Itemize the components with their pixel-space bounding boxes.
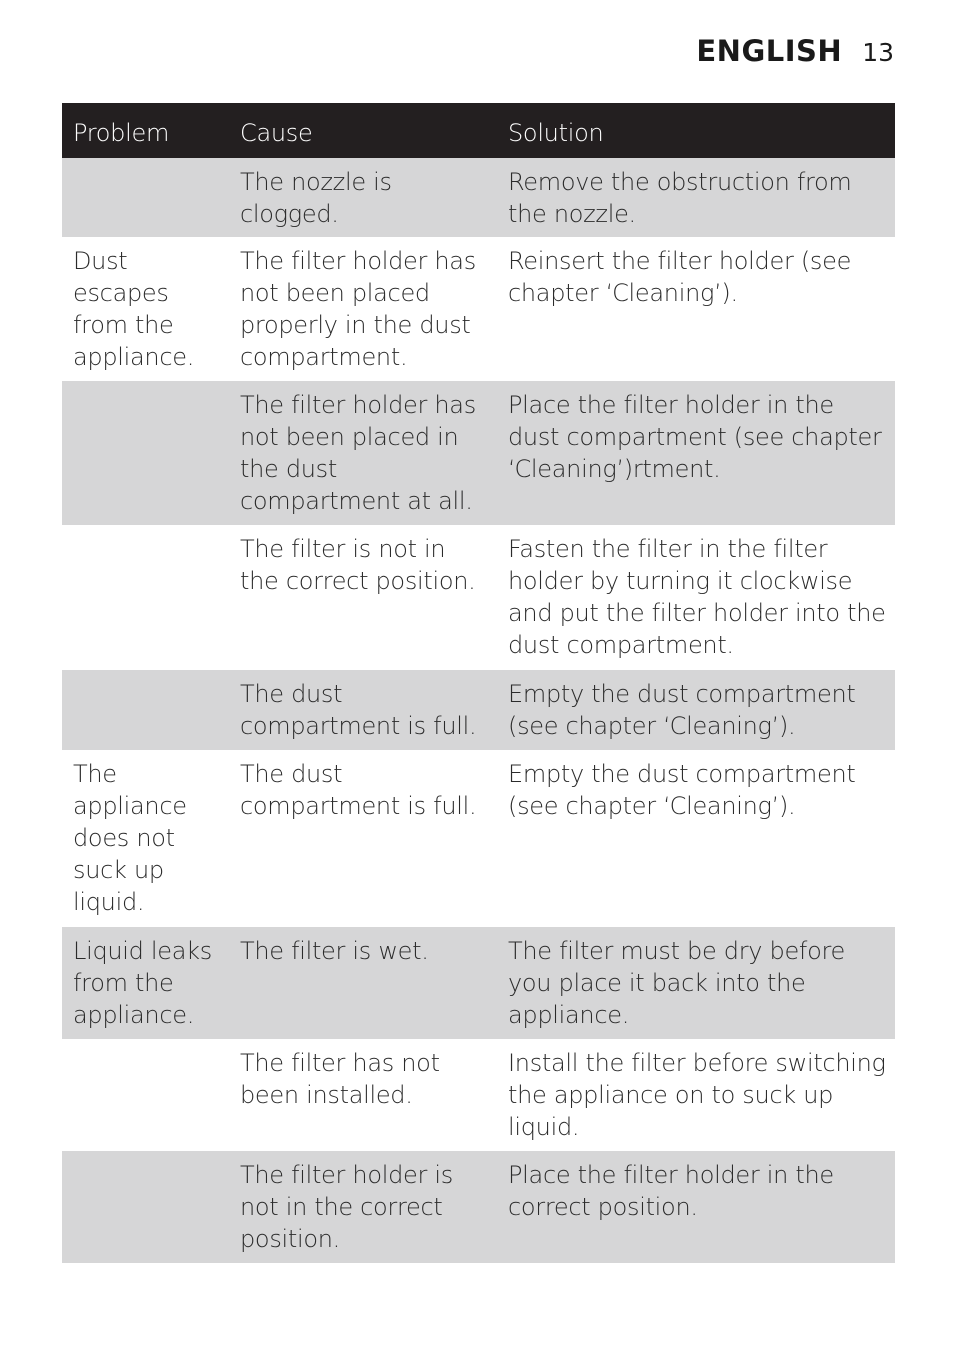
table-row (62, 927, 895, 1039)
table-row (62, 1039, 895, 1151)
problem-cell (62, 158, 229, 237)
table-row (62, 1151, 895, 1263)
table-row (62, 381, 895, 525)
table-header-row (62, 103, 895, 158)
solution-cell: Remove the obstruction from the nozzle. (508, 168, 852, 228)
table-row (62, 525, 895, 670)
problem-cell: The appliance does not suck up liquid. (73, 760, 187, 916)
cause-cell: The filter holder is not in the correct position. (240, 1161, 453, 1253)
cause-cell: The dust compartment is full. (240, 680, 477, 740)
solution-cell: Empty the dust compartment (see chapter ‘Cleaning’). (508, 760, 856, 820)
cause-cell: The filter is wet. (240, 937, 429, 965)
table-row (62, 750, 895, 927)
solution-cell: Install the filter before switching the appliance on to suck up liquid. (508, 1049, 886, 1141)
table-row (62, 670, 895, 750)
solution-cell: Reinsert the filter holder (see chapter ‘Cleaning’). (508, 247, 852, 307)
column-header-cause: Cause (240, 118, 313, 147)
problem-cell (62, 525, 229, 670)
page-number: 13 (862, 38, 894, 67)
troubleshooting-table (62, 103, 895, 1263)
column-header-problem: Problem (73, 118, 170, 147)
problem-cell (62, 381, 229, 525)
cause-cell: The dust compartment is full. (240, 760, 477, 820)
table-row (62, 237, 895, 381)
solution-cell: Empty the dust compartment (see chapter ‘Cleaning’). (508, 680, 856, 740)
solution-cell: Place the filter holder in the dust compartment (see chapter ‘Cleaning’)rtment. (508, 391, 882, 483)
solution-cell: Fasten the filter in the filter holder by turning it clockwise and put the filter holder into the dust compartment. (508, 535, 886, 659)
language-label: ENGLISH (696, 34, 843, 68)
cause-cell: The filter has not been installed. (240, 1049, 440, 1109)
column-header-solution: Solution (508, 118, 604, 147)
table-row (62, 158, 895, 237)
problem-cell (62, 1039, 229, 1151)
cause-cell: The filter is not in the correct position. (240, 535, 476, 595)
cause-cell: The nozzle is clogged. (240, 168, 392, 228)
problem-cell: Dust escapes from the appliance. (73, 247, 195, 371)
problem-cell (62, 1151, 229, 1263)
cause-cell: The filter holder has not been placed properly in the dust compartment. (240, 247, 476, 371)
solution-cell: Place the filter holder in the correct position. (508, 1161, 834, 1221)
problem-cell (62, 670, 229, 750)
problem-cell: Liquid leaks from the appliance. (73, 937, 212, 1029)
solution-cell: The filter must be dry before you place it back into the appliance. (508, 937, 845, 1029)
page-header (696, 34, 894, 68)
cause-cell: The filter holder has not been placed in the dust compartment at all. (240, 391, 476, 515)
